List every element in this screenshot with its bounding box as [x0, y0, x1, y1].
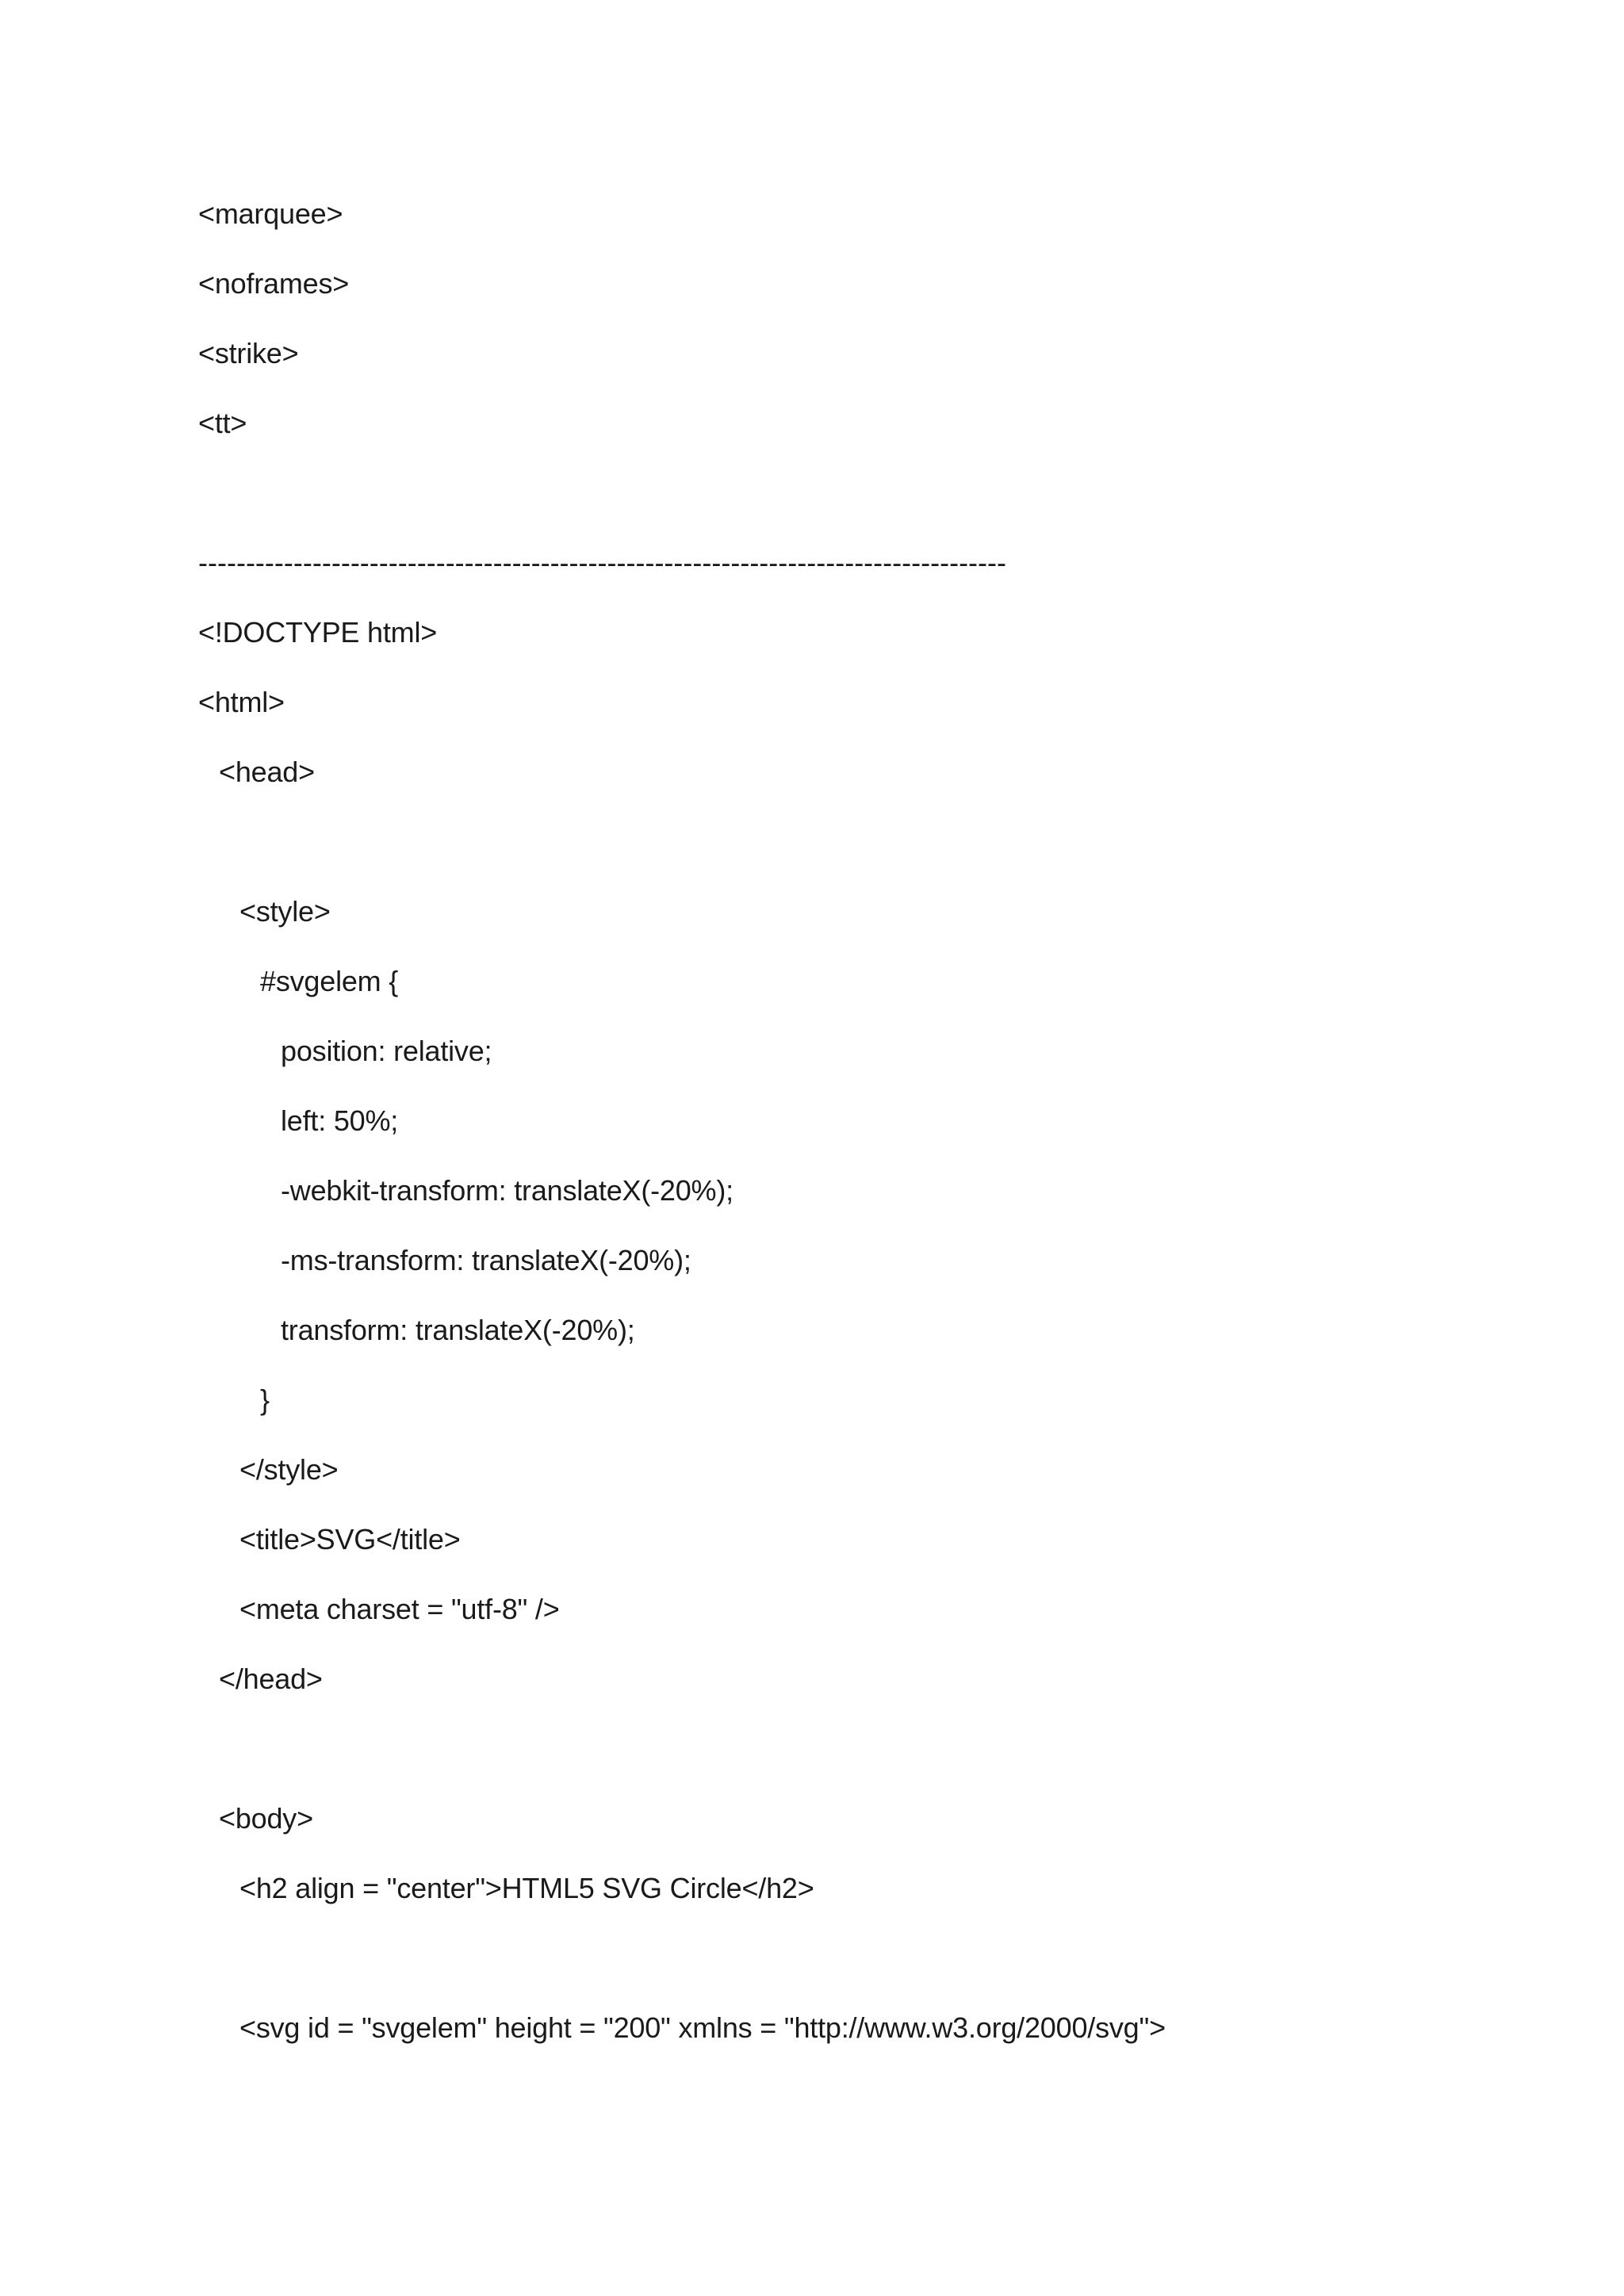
code-line-head-open: <head> — [219, 756, 315, 788]
code-line-head-close: </head> — [219, 1663, 323, 1695]
code-line-ms-transform: -ms-transform: translateX(-20%); — [281, 1244, 691, 1276]
code-line-meta: <meta charset = "utf-8" /> — [239, 1593, 560, 1625]
code-line-brace-close: } — [260, 1383, 270, 1416]
text-line-tt: <tt> — [198, 407, 247, 439]
text-line-noframes: <noframes> — [198, 267, 350, 300]
code-line-title: <title>SVG</title> — [239, 1523, 461, 1556]
code-line-webkit-transform: -webkit-transform: translateX(-20%); — [281, 1174, 733, 1207]
code-line-left: left: 50%; — [281, 1104, 399, 1137]
code-line-h2: <h2 align = "center">HTML5 SVG Circle</h2> — [239, 1872, 814, 1904]
code-line-selector: #svgelem { — [260, 965, 399, 997]
code-line-doctype: <!DOCTYPE html> — [198, 616, 438, 649]
code-line-transform: transform: translateX(-20%); — [281, 1314, 635, 1346]
code-line-svg: <svg id = "svgelem" height = "200" xmlns = "http://www.w3.org/2000/svg"> — [239, 2011, 1166, 2044]
code-line-body-open: <body> — [219, 1802, 313, 1835]
text-line-marquee: <marquee> — [198, 197, 343, 230]
dashed-separator: ------------------------------------------------------------------------------------- — [198, 546, 1007, 579]
code-line-style-open: <style> — [239, 895, 331, 928]
code-line-style-close: </style> — [239, 1453, 339, 1486]
code-line-html-open: <html> — [198, 686, 285, 718]
text-line-strike: <strike> — [198, 337, 299, 369]
code-line-position: position: relative; — [281, 1035, 492, 1067]
